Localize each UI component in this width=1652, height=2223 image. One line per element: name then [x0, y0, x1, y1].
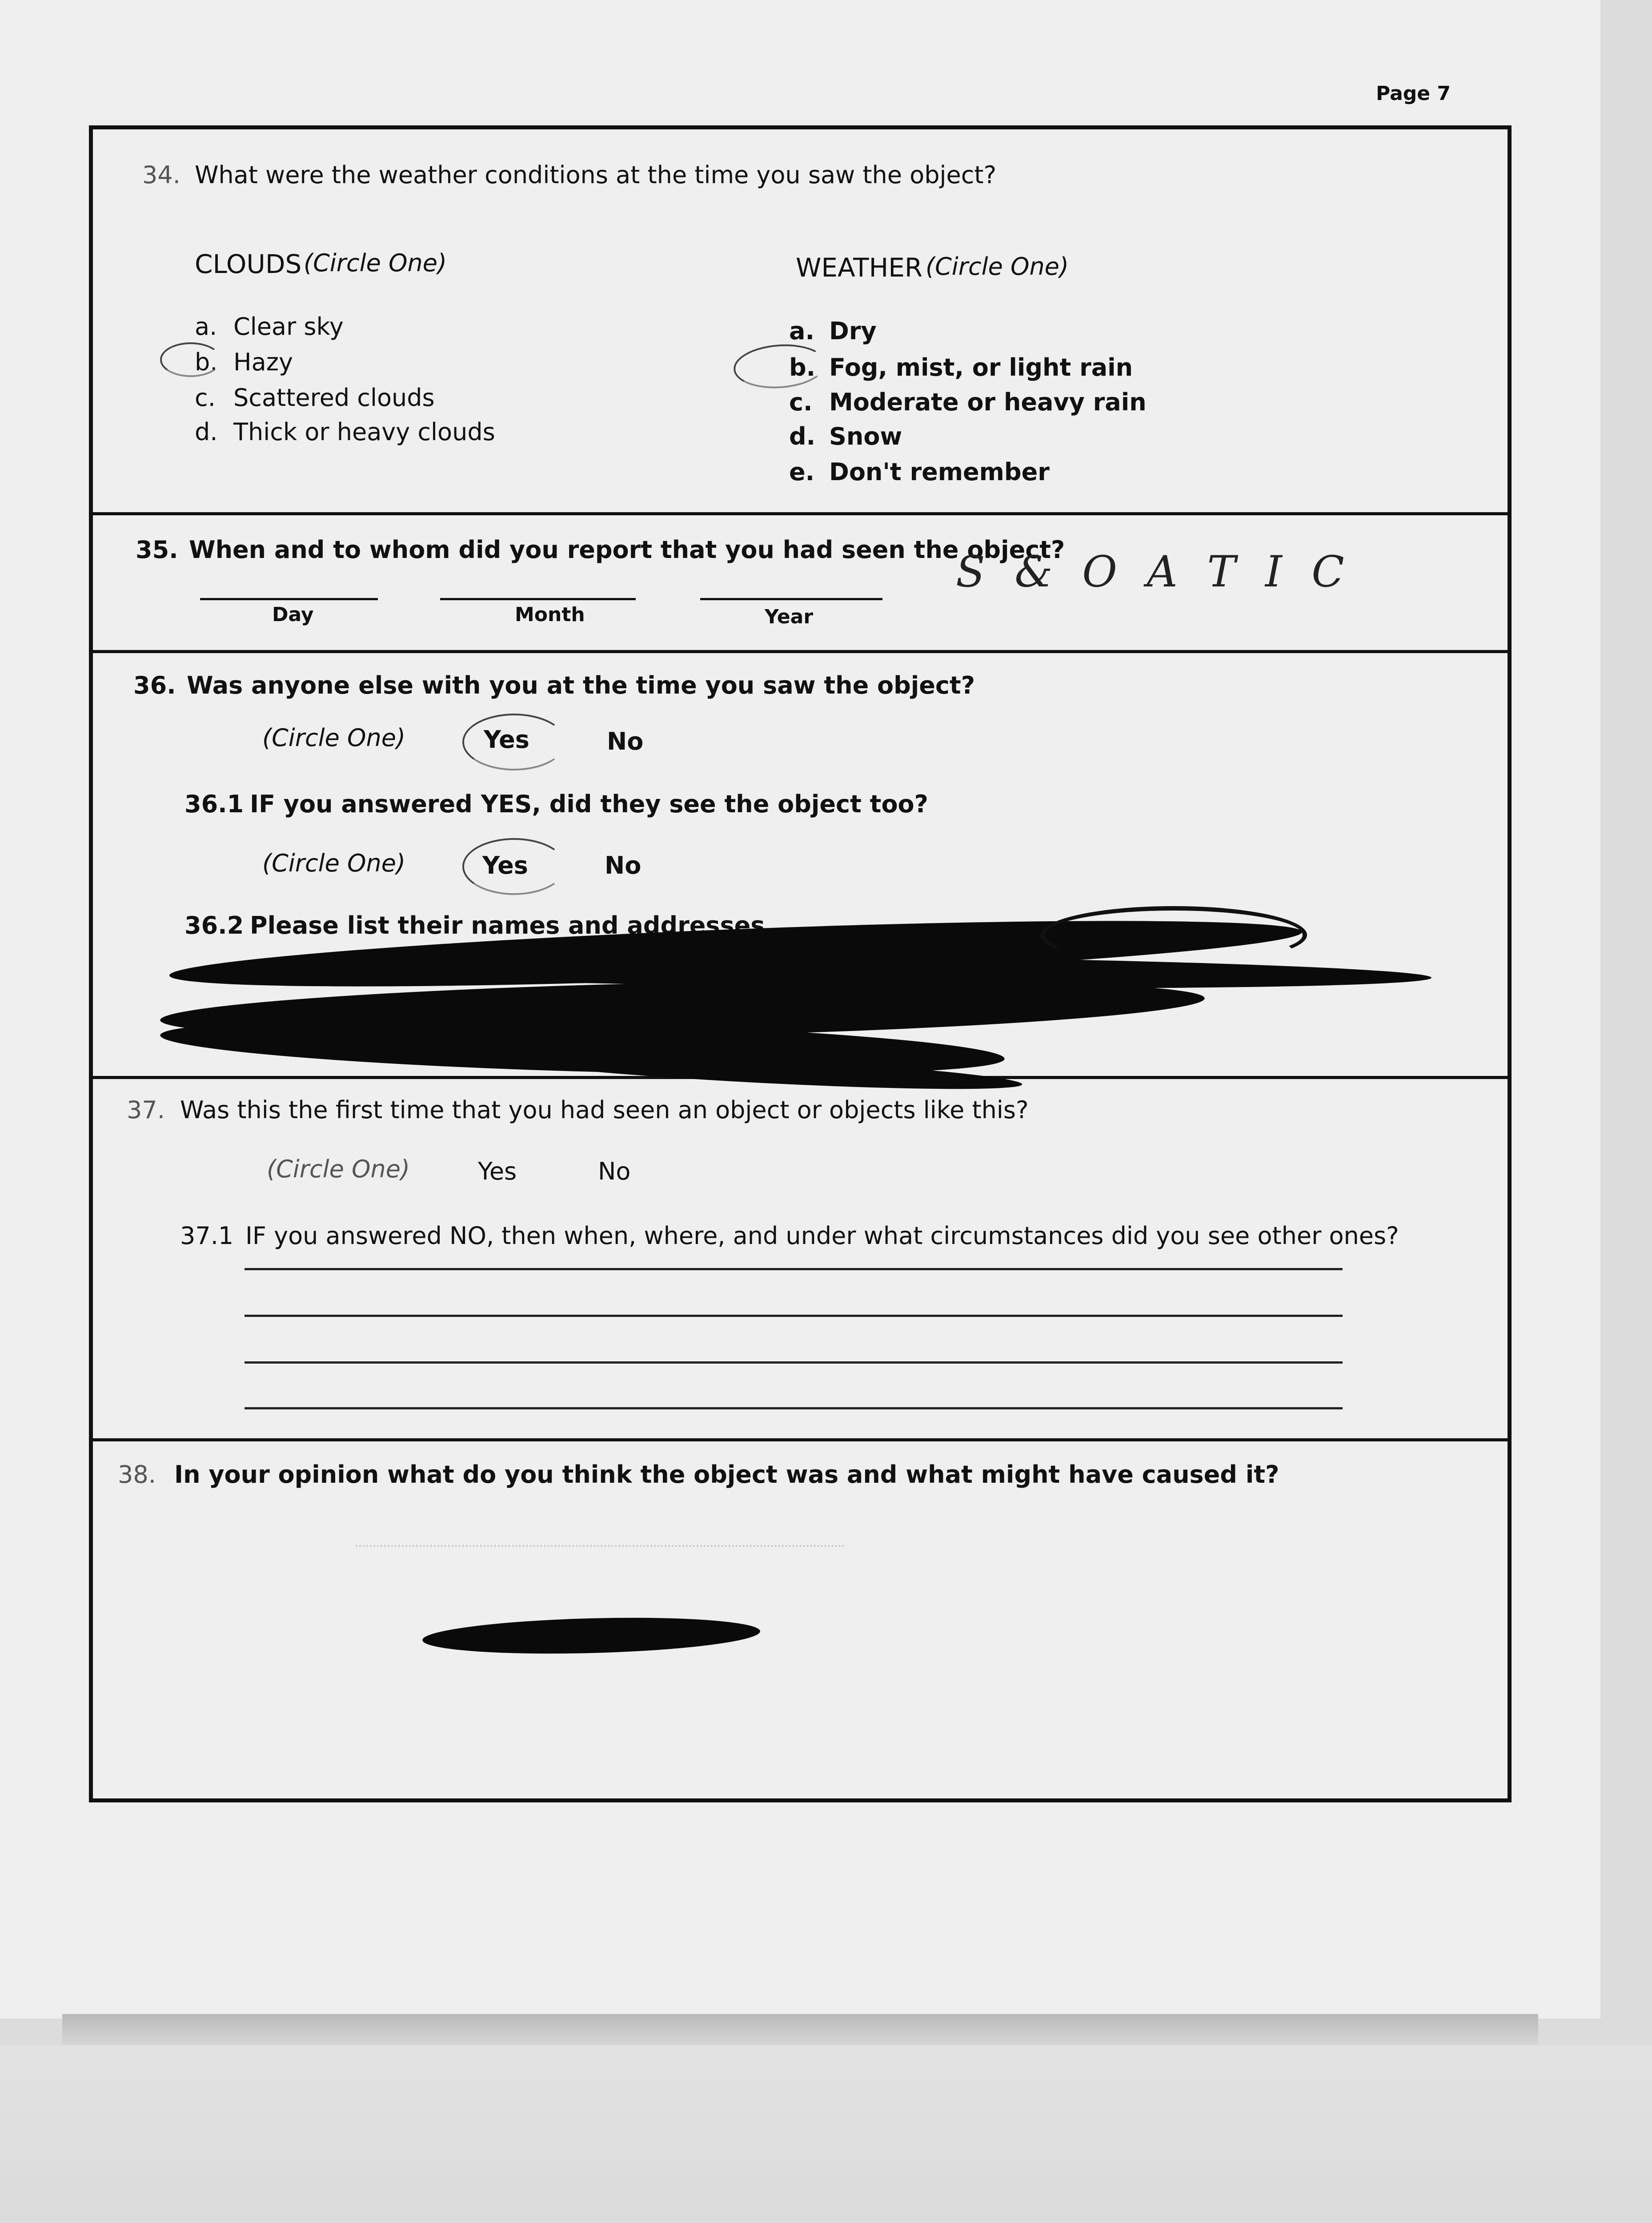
- weather-option-dont-remember[interactable]: Don't remember: [829, 458, 1050, 486]
- weather-c-letter: c.: [789, 388, 813, 416]
- clouds-option-scattered[interactable]: Scattered clouds: [233, 384, 435, 412]
- clouds-heading: CLOUDS: [195, 249, 302, 279]
- clouds-option-clear-sky[interactable]: Clear sky: [233, 313, 344, 341]
- q36-1-no[interactable]: No: [605, 851, 642, 879]
- q38-text: In your opinion what do you think the object was and what might have caused it?: [174, 1461, 1279, 1489]
- q37-1-answer-line-1[interactable]: [245, 1268, 1343, 1270]
- faint-handwriting: [356, 1527, 845, 1547]
- hand-mark-hazy: [160, 342, 221, 377]
- clouds-a-letter: a.: [195, 313, 217, 341]
- q36-1-hint: (Circle One): [262, 849, 406, 877]
- month-line[interactable]: [440, 598, 636, 600]
- weather-b-letter: b.: [789, 353, 816, 381]
- weather-e-letter: e.: [789, 458, 815, 486]
- q36-no[interactable]: No: [607, 727, 644, 755]
- q36-1-yes-circle: [462, 838, 566, 895]
- weather-option-fog[interactable]: Fog, mist, or light rain: [829, 353, 1133, 381]
- divider-37-38: [89, 1438, 1512, 1441]
- q36-text: Was anyone else with you at the time you saw the object?: [187, 671, 975, 699]
- weather-heading: WEATHER: [796, 253, 923, 283]
- q36-1-text: IF you answered YES, did they see the object too?: [250, 790, 928, 818]
- q36-2-number: 36.2: [184, 911, 244, 939]
- year-label: Year: [765, 606, 814, 628]
- q36-yes[interactable]: Yes: [484, 726, 529, 754]
- q38-number: 38.: [118, 1461, 156, 1489]
- background-paper: [0, 2045, 1652, 2223]
- weather-option-dry[interactable]: Dry: [829, 317, 877, 345]
- q36-number: 36.: [133, 671, 176, 699]
- q37-yes[interactable]: Yes: [478, 1157, 517, 1185]
- q37-no[interactable]: No: [598, 1157, 631, 1185]
- q37-1-number: 37.1: [180, 1222, 234, 1250]
- clouds-b-letter: b.: [195, 348, 218, 376]
- q36-yes-circle: [462, 714, 566, 770]
- weather-option-moderate[interactable]: Moderate or heavy rain: [829, 388, 1147, 416]
- q34-text: What were the weather conditions at the time you saw the object?: [195, 161, 997, 189]
- q37-1-answer-line-4[interactable]: [245, 1407, 1343, 1409]
- q35-number: 35.: [136, 536, 178, 564]
- q36-hint: (Circle One): [262, 724, 406, 752]
- clouds-d-letter: d.: [195, 418, 218, 446]
- q37-number: 37.: [127, 1096, 165, 1124]
- clouds-hint: (Circle One): [304, 249, 447, 277]
- month-label: Month: [515, 603, 585, 626]
- q37-1-text: IF you answered NO, then when, where, and under what circumstances did you see other ones?: [245, 1222, 1399, 1250]
- page-number: Page 7: [1376, 82, 1451, 105]
- weather-hint: (Circle One): [926, 253, 1069, 281]
- q36-2-text: Please list their names and addresses: [250, 911, 765, 939]
- day-label: Day: [272, 603, 314, 626]
- year-line[interactable]: [700, 598, 882, 600]
- divider-34-35: [89, 512, 1512, 515]
- weather-a-letter: a.: [789, 317, 814, 345]
- q37-hint: (Circle One): [267, 1155, 410, 1183]
- handwritten-report-recipient: S & O A T I C: [956, 547, 1352, 597]
- clouds-option-thick[interactable]: Thick or heavy clouds: [233, 418, 495, 446]
- q37-1-answer-line-3[interactable]: [245, 1361, 1343, 1364]
- clouds-c-letter: c.: [195, 384, 216, 412]
- q35-text: When and to whom did you report that you had seen the object?: [189, 536, 1065, 564]
- weather-option-snow[interactable]: Snow: [829, 422, 902, 450]
- day-line[interactable]: [200, 598, 378, 600]
- weather-d-letter: d.: [789, 422, 816, 450]
- q36-1-number: 36.1: [184, 790, 244, 818]
- q36-1-yes[interactable]: Yes: [482, 851, 528, 879]
- q37-1-answer-line-2[interactable]: [245, 1315, 1343, 1317]
- q37-text: Was this the first time that you had seen an object or objects like this?: [180, 1096, 1029, 1124]
- clouds-option-hazy[interactable]: Hazy: [233, 348, 293, 376]
- divider-35-36: [89, 650, 1512, 653]
- page-edge-shadow: [62, 2014, 1538, 2045]
- q34-number: 34.: [142, 161, 180, 189]
